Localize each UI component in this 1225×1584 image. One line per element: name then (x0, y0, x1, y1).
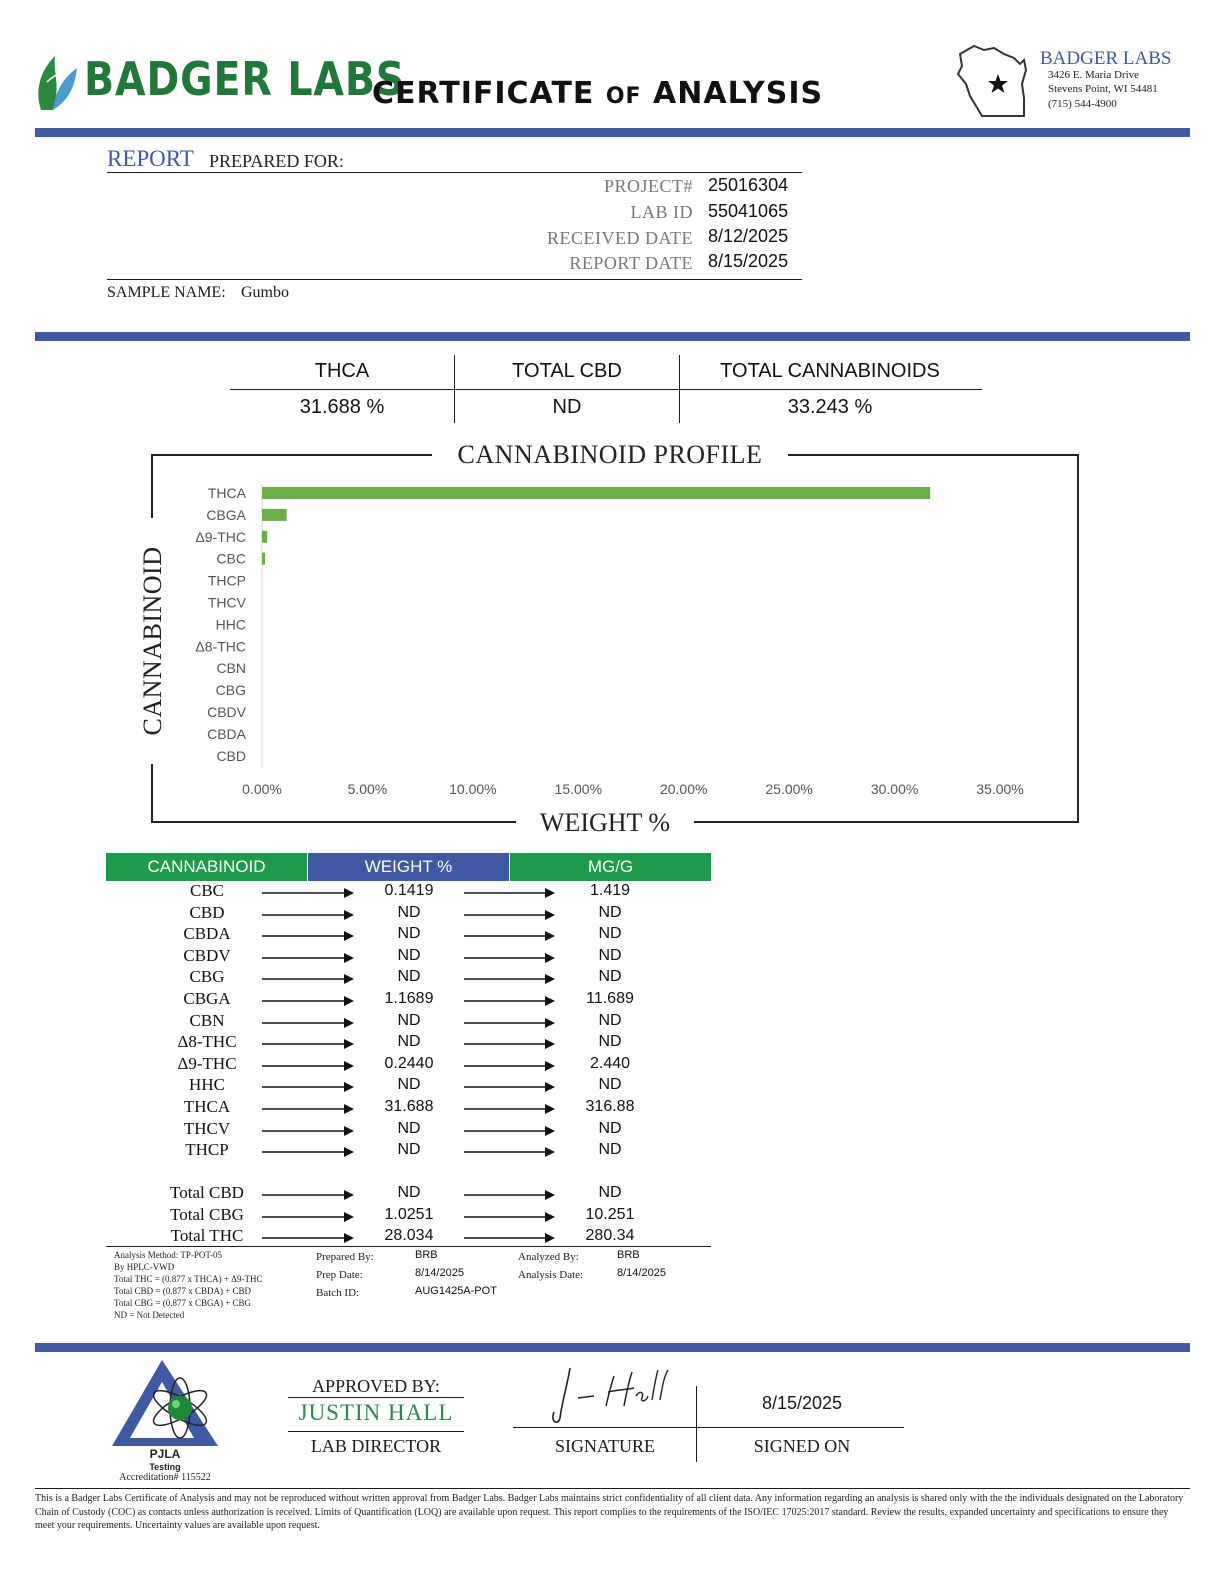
method-note-line: Total CBD = (0.877 x CBDA) + CBD (114, 1286, 252, 1296)
pjla-testing-label: Testing (149, 1462, 181, 1472)
disclaimer-text: This is a Badger Labs Certificate of Analysis and may not be reproduced without written approval from Badger Labs. Badger Labs maintains strict confidentiality of all client data. Any information regarding an analysis is shared only with the the individuals designated on the Laboratory Chain of Custody (COC) as contacts unless authorization is received. Limits of Quantification (LOQ) are available upon request. This report complies to the requirements of the ISO/IEC 17025:2017 standard. Review the results, expanded uncertainty and specifications to ensure they meet your requirements. Uncertainty values are available upon request. (35, 1493, 1184, 1531)
summary-total-cannabinoids-value: 33.243 % (787, 396, 873, 418)
row-arrow-icon (464, 1233, 555, 1243)
lab-name: BADGER LABS (1040, 48, 1172, 69)
row-mgg-value: ND (598, 1119, 622, 1137)
chart-category-label: THCA (207, 485, 246, 501)
row-cannabinoid-name: THCP (185, 1140, 229, 1160)
summary-total-cannabinoids-label: TOTAL CANNABINOIDS (720, 360, 940, 382)
row-weight-value: 28.034 (384, 1227, 434, 1244)
chart-x-tick-label: 10.00% (449, 781, 497, 797)
prepared-by-label: Prepared By: (316, 1251, 374, 1263)
signed-on-label: SIGNED ON (753, 1436, 851, 1456)
sample-name-label: SAMPLE NAME: (107, 284, 226, 301)
row-weight-value: ND (397, 1076, 421, 1094)
analysis-date-label: Analysis Date: (518, 1269, 584, 1281)
chart-category-label: HHC (215, 616, 246, 633)
signature-rule (513, 1427, 904, 1428)
chart-category-label: THCV (207, 594, 246, 611)
prepared-by-value: BRB (415, 1249, 438, 1261)
row-weight-value: ND (397, 903, 421, 921)
row-mgg-value: ND (598, 925, 622, 943)
table-bottom-rule (106, 1246, 711, 1247)
row-cannabinoid-name: CBDA (183, 924, 231, 944)
method-note-line: Total THC = (0.877 x THCA) + Δ9-THC (114, 1274, 263, 1284)
approver-name: JUSTIN HALL (298, 1400, 454, 1425)
title-part2: OF (605, 84, 642, 109)
row-mgg-value: ND (598, 1076, 622, 1094)
received-date-label: RECEIVED DATE (547, 228, 693, 248)
row-cannabinoid-name: THCA (183, 1097, 231, 1116)
row-weight-value: ND (397, 1033, 421, 1051)
row-cannabinoid-name: Total CBD (170, 1183, 244, 1202)
row-cannabinoid-name: Total CBG (170, 1205, 244, 1224)
row-arrow-icon (464, 1104, 555, 1114)
row-cannabinoid-name: HHC (189, 1075, 225, 1095)
row-arrow-icon (262, 1018, 354, 1028)
row-arrow-icon (464, 1126, 555, 1136)
report-label: REPORT (107, 146, 194, 171)
signature-label: SIGNATURE (554, 1436, 655, 1456)
row-arrow-icon (262, 1039, 354, 1049)
chart-y-axis-label: CANNABINOID (138, 518, 168, 764)
chart-category-label: THCP (207, 572, 246, 589)
footer-divider (35, 1343, 1190, 1352)
batch-id-label: Batch ID: (316, 1287, 360, 1299)
prep-date-label: Prep Date: (316, 1269, 363, 1281)
table-header-weight: WEIGHT % (308, 853, 509, 881)
row-arrow-icon (262, 1190, 354, 1200)
row-cannabinoid-name: CBC (189, 881, 225, 900)
chart-category-label: CBGA (206, 506, 246, 523)
row-arrow-icon (262, 1126, 354, 1136)
pjla-label: PJLA (149, 1447, 181, 1461)
summary-thca-value: 31.688 % (299, 396, 385, 418)
row-weight-value: ND (397, 1011, 421, 1029)
accreditation-number: Accreditation# 115522 (119, 1472, 211, 1483)
row-mgg-value: 1.419 (589, 882, 631, 899)
row-weight-value: ND (397, 968, 421, 986)
row-arrow-icon (464, 1061, 555, 1071)
row-weight-value: 0.2440 (384, 1054, 434, 1072)
row-cannabinoid-name: CBG (189, 967, 225, 987)
row-arrow-icon (464, 931, 555, 941)
row-arrow-icon (464, 1018, 555, 1028)
row-weight-value: 1.0251 (384, 1206, 434, 1223)
received-date-value: 8/12/2025 (708, 226, 789, 246)
row-cannabinoid-name: THCV (183, 1118, 231, 1138)
row-arrow-icon (464, 1212, 555, 1222)
address-line-1: 3426 E. Maria Drive (1048, 69, 1140, 81)
row-mgg-value: 316.88 (585, 1098, 635, 1115)
row-mgg-value: ND (598, 946, 622, 964)
chart-x-tick-label: 15.00% (554, 781, 603, 797)
row-arrow-icon (464, 953, 555, 963)
row-arrow-icon (262, 1212, 354, 1222)
row-mgg-value: ND (598, 1033, 622, 1051)
row-cannabinoid-name: CBD (189, 902, 225, 922)
disclaimer-rule (35, 1488, 1190, 1489)
chart-category-label: Δ8-THC (195, 638, 246, 655)
row-arrow-icon (464, 888, 555, 898)
chart-x-tick-label: 35.00% (976, 781, 1024, 797)
pjla-accreditation-logo-icon (110, 1358, 222, 1448)
chart-x-tick-label: 0.00% (242, 781, 282, 797)
signed-date: 8/15/2025 (761, 1393, 843, 1413)
row-cannabinoid-name: Δ8-THC (177, 1032, 237, 1052)
row-arrow-icon (464, 1082, 555, 1092)
lab-id-value: 55041065 (708, 201, 789, 221)
chart-x-tick-label: 25.00% (765, 781, 813, 797)
project-label: PROJECT# (603, 176, 693, 196)
row-arrow-icon (262, 888, 354, 898)
row-mgg-value: 11.689 (586, 990, 634, 1007)
row-mgg-value: 10.251 (585, 1206, 635, 1223)
approved-rule-bottom (288, 1431, 464, 1432)
row-arrow-icon (262, 1233, 354, 1243)
row-arrow-icon (262, 1082, 354, 1092)
row-arrow-icon (464, 1147, 555, 1157)
sample-name-value: Gumbo (241, 284, 289, 301)
chart-bar (262, 553, 265, 565)
analysis-date-value: 8/14/2025 (617, 1267, 666, 1279)
summary-total-cbd-value: ND (552, 396, 582, 418)
row-arrow-icon (464, 974, 555, 984)
method-note-line: Analysis Method: TP-POT-05 (114, 1250, 223, 1260)
row-cannabinoid-name: Total THC (170, 1226, 244, 1245)
row-arrow-icon (464, 910, 555, 920)
row-cannabinoid-name: CBGA (183, 989, 231, 1008)
chart-bar (262, 487, 930, 499)
analyzed-by-label: Analyzed By: (518, 1251, 579, 1263)
row-mgg-value: ND (598, 1011, 622, 1029)
row-mgg-value: ND (598, 968, 622, 986)
approved-rule-top (288, 1397, 464, 1398)
chart-bar (262, 509, 287, 521)
table-header-mgg: MG/G (510, 853, 711, 881)
approver-title: LAB DIRECTOR (310, 1436, 442, 1456)
row-arrow-icon (262, 931, 354, 941)
analyzed-by-value: BRB (617, 1249, 640, 1261)
row-weight-value: 1.1689 (384, 990, 434, 1007)
row-weight-value: ND (397, 1141, 421, 1159)
batch-id-value: AUG1425A-POT (415, 1285, 497, 1297)
prep-date-value: 8/14/2025 (415, 1267, 464, 1279)
chart-category-label: CBDA (207, 725, 246, 742)
row-weight-value: 0.1419 (384, 882, 434, 899)
table-header-cannabinoid: CANNABINOID (106, 853, 307, 881)
title-part1: CERTIFICATE (372, 76, 595, 111)
row-arrow-icon (262, 1061, 354, 1071)
chart-x-tick-label: 5.00% (347, 781, 388, 797)
chart-x-tick-label: 20.00% (659, 781, 708, 797)
row-arrow-icon (464, 1039, 555, 1049)
row-arrow-icon (262, 996, 354, 1006)
method-note-line: ND = Not Detected (114, 1310, 185, 1320)
row-mgg-value: ND (598, 1184, 622, 1201)
handwritten-signature (548, 1362, 678, 1428)
chart-bar (262, 531, 267, 543)
row-arrow-icon (262, 1104, 354, 1114)
summary-total-cbd-label: TOTAL CBD (512, 360, 622, 382)
project-value: 25016304 (708, 175, 789, 195)
row-weight-value: ND (397, 1119, 421, 1137)
row-weight-value: ND (397, 946, 421, 964)
row-arrow-icon (262, 953, 354, 963)
row-cannabinoid-name: CBN (189, 1010, 225, 1030)
row-mgg-value: ND (598, 903, 622, 921)
report-date-value: 8/15/2025 (708, 251, 789, 271)
address-phone: (715) 544-4900 (1048, 98, 1117, 110)
chart-category-label: Δ9-THC (195, 528, 246, 545)
row-cannabinoid-name: Δ9-THC (177, 1053, 237, 1073)
row-cannabinoid-name: CBDV (183, 945, 231, 965)
row-weight-value: 31.688 (384, 1098, 434, 1115)
chart-category-label: CBDV (207, 704, 246, 720)
chart-category-label: CBC (216, 550, 246, 567)
prepared-for-label: PREPARED FOR: (209, 151, 344, 171)
row-weight-value: ND (397, 1184, 421, 1201)
row-mgg-value: 280.34 (585, 1227, 635, 1244)
chart-category-label: CBG (215, 682, 246, 699)
row-arrow-icon (464, 1190, 555, 1200)
row-mgg-value: ND (598, 1141, 622, 1159)
chart-category-label: CBN (216, 660, 246, 677)
approved-by-label: APPROVED BY: (312, 1376, 440, 1396)
chart-x-tick-label: 30.00% (870, 781, 919, 797)
method-note-line: Total CBG = (0.877 x CBGA) + CBG (114, 1298, 252, 1308)
logo-text: BADGER LABS (84, 52, 406, 106)
title-part3: ANALYSIS (653, 76, 824, 111)
row-arrow-icon (262, 910, 354, 920)
row-arrow-icon (464, 996, 555, 1006)
chart-title: CANNABINOID PROFILE (432, 440, 788, 470)
row-arrow-icon (262, 1147, 354, 1157)
method-note-line: By HPLC-VWD (114, 1262, 175, 1272)
address-line-2: Stevens Point, WI 54481 (1048, 83, 1158, 95)
chart-category-label: CBD (216, 747, 246, 764)
report-date-label: REPORT DATE (569, 253, 693, 273)
row-mgg-value: 2.440 (589, 1054, 631, 1072)
lab-id-label: LAB ID (630, 202, 693, 222)
row-weight-value: ND (397, 925, 421, 943)
summary-thca-label: THCA (314, 360, 370, 382)
chart-x-axis-label: WEIGHT % (516, 808, 694, 838)
row-arrow-icon (262, 974, 354, 984)
